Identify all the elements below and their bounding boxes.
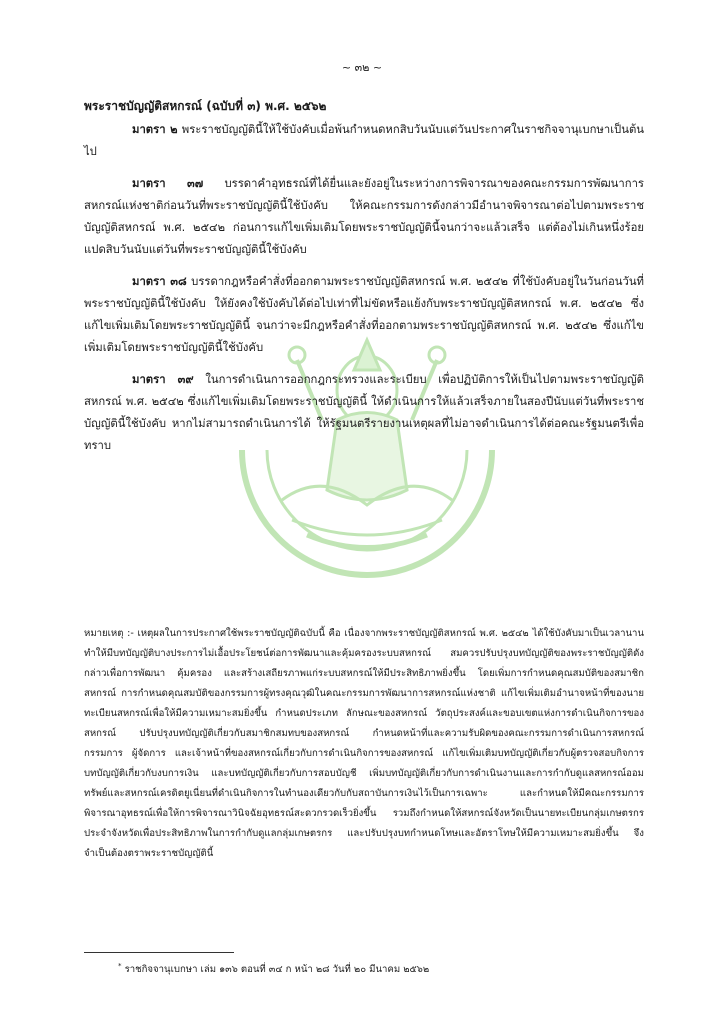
section-text: บรรดาคำอุทธรณ์ที่ได้ยื่นและยังอยู่ในระหว่างการพิจารณาของคณะกรรมการพัฒนาการสหกรณ์แห่งชาติก่อนวันที่พระราชบัญญัตินี้ใช้บังคับ ให้คณะกรรมการดังกล่าวมีอำนาจพิจารณาต่อไปตามพระราชบัญญัติสหกรณ์ พ.ศ. ๒๕๔๒ ก่อนการแก้ไขเพิ่มเติมโดยพระราชบัญญัตินี้จนกว่าจะแล้วเสร็จ แต่ต้องไม่เกินหนึ่งร้อยแปดสิบวันนับแต่วันที่พระราชบัญญัตินี้ใช้บังคับ: [84, 177, 644, 256]
section-37: [84, 173, 644, 261]
footnote-divider: [84, 952, 234, 953]
section-label: มาตรา ๓๘: [132, 275, 187, 288]
footnote: [118, 962, 429, 977]
section-2: [84, 119, 644, 163]
section-label: มาตรา ๓๙: [132, 373, 194, 386]
act-title: พระราชบัญญัติสหกรณ์ (ฉบับที่ ๓) พ.ศ. ๒๕๖๒: [84, 99, 327, 113]
section-label: มาตรา ๓๗: [132, 177, 204, 190]
footnote-marker: *: [118, 962, 122, 970]
remark-note: หมายเหตุ :- เหตุผลในการประกาศใช้พระราชบัญญัติฉบับนี้ คือ เนื่องจากพระราชบัญญัติสหกรณ์ พ.ศ. ๒๕๔๒ ได้ใช้บังคับมาเป็นเวลานาน ทำให้มีบทบัญญัติบางประการไม่เอื้อประโยชน์ต่อการพัฒนาและคุ้มครองระบบสหกรณ์ สมควรปรับปรุงบทบัญญัติของพระราชบัญญัติดังกล่าวเพื่อการพัฒนา คุ้มครอง และสร้างเสถียรภาพแก่ระบบสหกรณ์ให้มีประสิทธิภาพยิ่งขึ้น โดยเพิ่มการกำหนดคุณสมบัติของสมาชิกสหกรณ์ การกำหนดคุณสมบัติของกรรมการผู้ทรงคุณวุฒิในคณะกรรมการพัฒนาการสหกรณ์แห่งชาติ แก้ไขเพิ่มเติมอำนาจหน้าที่ของนายทะเบียนสหกรณ์เพื่อให้มีความเหมาะสมยิ่งขึ้น กำหนดประเภท ลักษณะของสหกรณ์ วัตถุประสงค์และขอบเขตแห่งการดำเนินกิจการของสหกรณ์ ปรับปรุงบทบัญญัติเกี่ยวกับสมาชิกสมทบของสหกรณ์ กำหนดหน้าที่และความรับผิดของคณะกรรมการดำเนินการสหกรณ์ กรรมการ ผู้จัดการ และเจ้าหน้าที่ของสหกรณ์เกี่ยวกับการดำเนินกิจการของสหกรณ์ แก้ไขเพิ่มเติมบทบัญญัติเกี่ยวกับผู้ตรวจสอบกิจการ บทบัญญัติเกี่ยวกับงบการเงิน และบทบัญญัติเกี่ยวกับการสอบบัญชี เพิ่มบทบัญญัติเกี่ยวกับการดำเนินงานและการกำกับดูแลสหกรณ์ออมทรัพย์และสหกรณ์เครดิตยูเนี่ยนที่ดำเนินกิจการในทำนองเดียวกับกับสถาบันการเงินไว้เป็นการเฉพาะ และกำหนดให้มีคณะกรรมการพิจารณาอุทธรณ์เพื่อให้การพิจารณาวินิจฉัยอุทธรณ์สะดวกรวดเร็วยิ่งขึ้น รวมถึงกำหนดให้สหกรณ์จังหวัดเป็นนายทะเบียนกลุ่มเกษตรกรประจำจังหวัดเพื่อประสิทธิภาพในการกำกับดูแลกลุ่มเกษตรกร และปรับปรุงบทกำหนดโทษและอัตราโทษให้มีความเหมาะสมยิ่งขึ้น จึงจำเป็นต้องตราพระราชบัญญัตินี้: [84, 628, 644, 859]
footnote-text: ราชกิจจานุเบกษา เล่ม ๑๓๖ ตอนที่ ๓๔ ก หน้า ๒๘ วันที่ ๒๐ มีนาคม ๒๕๖๒: [124, 964, 430, 976]
act-content: [84, 95, 644, 467]
section-text: ในการดำเนินการออกกฎกระทรวงและระเบียบ เพื่อปฏิบัติการให้เป็นไปตามพระราชบัญญัติสหกรณ์ พ.ศ. ๒๕๔๒ ซึ่งแก้ไขเพิ่มเติมโดยพระราชบัญญัตินี้ ให้ดำเนินการให้แล้วเสร็จภายในสองปีนับแต่วันที่พระราชบัญญัตินี้ใช้บังคับ หากไม่สามารถดำเนินการได้ ให้รัฐมนตรีรายงานเหตุผลที่ไม่อาจดำเนินการได้ต่อคณะรัฐมนตรีเพื่อทราบ: [84, 373, 645, 452]
section-38: [84, 271, 644, 359]
section-text: พระราชบัญญัตินี้ให้ใช้บังคับเมื่อพ้นกำหนดหกสิบวันนับแต่วันประกาศในราชกิจจานุเบกษาเป็นต้นไป: [84, 123, 645, 158]
section-text: บรรดากฎหรือคำสั่งที่ออกตามพระราชบัญญัติสหกรณ์ พ.ศ. ๒๕๔๒ ที่ใช้บังคับอยู่ในวันก่อนวันที่พระราชบัญญัตินี้ใช้บังคับ ให้ยังคงใช้บังคับได้ต่อไปเท่าที่ไม่ขัดหรือแย้งกับพระราชบัญญัติสหกรณ์ พ.ศ. ๒๕๔๒ ซึ่งแก้ไขเพิ่มเติมโดยพระราชบัญญัตินี้ จนกว่าจะมีกฎหรือคำสั่งที่ออกตามพระราชบัญญัติสหกรณ์ พ.ศ. ๒๕๔๒ ซึ่งแก้ไขเพิ่มเติมโดยพระราชบัญญัตินี้ใช้บังคับ: [84, 275, 644, 354]
section-39: [84, 369, 644, 457]
page-number: ~ ๓๒ ~: [341, 61, 383, 74]
section-label: มาตรา ๒: [132, 123, 178, 136]
